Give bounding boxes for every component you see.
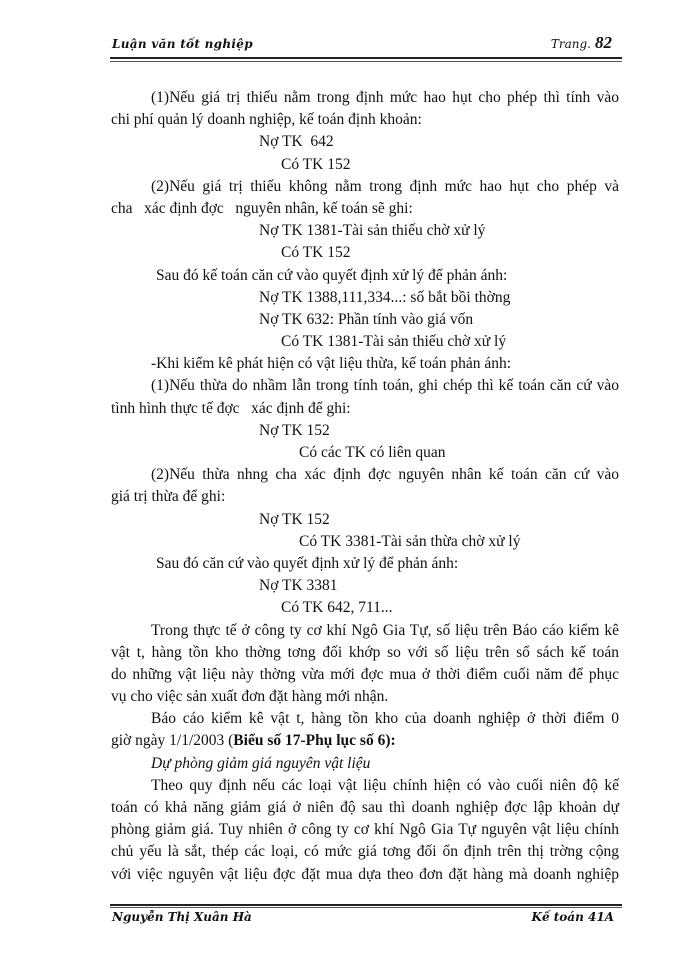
paragraph-line: chi phí quản lý doanh nghiệp, kế toán định khoản: (111, 111, 422, 129)
appendix-reference: Biểu số 17 (233, 732, 301, 750)
journal-entry-debit: Nợ TK 152 (259, 421, 330, 439)
paragraph-line: Sau đó kế toán căn cứ vào quyết định xử lý để phản ánh: (156, 266, 508, 284)
paragraph-line: (1)Nếu giá trị thiếu nằm trong định mức hao hụt cho phép thì tính vào (151, 89, 619, 106)
paragraph-line: do những vật liệu này thờng vừa mới đợc mua ở thời điểm cuối năm để phục (111, 665, 619, 683)
paragraph-line: toán có khả năng giảm giá ở niên độ sau thì doanh nghiệp đợc lập khoản dự (111, 799, 619, 816)
journal-entry-debit: Nợ TK 1381-Tài sản thiếu chờ xử lý (259, 222, 486, 240)
paragraph-line: với việc nguyên vật liệu đợc đặt mua dựa theo đơn đặt hàng mà doanh nghiệp (111, 865, 619, 883)
paragraph-line: (2)Nếu thừa nhng cha xác định đợc nguyên nhân kế toán căn cứ vào (151, 466, 619, 484)
footer-author: Nguyễn Thị Xuân Hà (112, 910, 252, 924)
paragraph-line: giá trị thừa để ghi: (111, 488, 226, 506)
footer-rule-thick (110, 904, 622, 906)
paragraph-line: vật t, hàng tồn kho thờng tơng đối khớp so với số liệu trên sổ sách kế toán (111, 643, 619, 661)
journal-entry-credit: Có TK 3381-Tài sản thừa chờ xử lý (299, 532, 521, 550)
page-number: 82 (595, 33, 612, 52)
paragraph-text: giờ ngày 1/1/2003 ( (111, 732, 234, 750)
paragraph-line: Theo quy định nếu các loại vật liệu chính hiện có vào cuối niên độ kế (151, 776, 619, 794)
journal-entry-debit: Nợ TK 632: Phần tính vào giá vốn (259, 310, 474, 328)
paragraph-line: Sau đó căn cứ vào quyết định xử lý để phản ánh: (156, 554, 459, 572)
footer-rule-thin (110, 907, 622, 908)
journal-entry-debit: Nợ TK 3381 (259, 577, 338, 595)
page-footer (110, 910, 622, 932)
paragraph-line: (1)Nếu thừa do nhầm lẫn trong tính toán, ghi chép thì kế toán căn cứ vào (151, 377, 619, 395)
journal-entry-debit: Nợ TK 642 (259, 133, 334, 151)
paragraph-line: Báo cáo kiểm kê vật t, hàng tồn kho của doanh nghiệp ở thời điểm 0 (151, 710, 619, 728)
paragraph-line: phòng giảm giá. Tuy nhiên ở công ty cơ khí Ngô Gia Tự nguyên vật liệu chính (111, 821, 619, 839)
paragraph-line: tình hình thực tế đợc xác định để ghi: (111, 399, 351, 417)
page-header (110, 33, 622, 55)
journal-entry-credit: Có các TK có liên quan (299, 444, 446, 461)
header-thesis-title: Luận văn tốt nghiệp (112, 37, 253, 51)
journal-entry-credit: Có TK 152 (281, 244, 351, 262)
header-rule-thin (110, 61, 622, 62)
header-page-label: Trang (550, 37, 588, 51)
header-rule-thick (110, 57, 622, 59)
paragraph-line: vụ cho việc sản xuất đơn đặt hàng mới nhận. (111, 688, 389, 706)
paragraph-line: -Khi kiểm kê phát hiện có vật liệu thừa, kế toán phản ánh: (151, 355, 512, 373)
journal-entry-credit: Có TK 642, 711... (281, 599, 393, 617)
paragraph-line-with-reference (111, 730, 619, 752)
paragraph-line: Trong thực tế ở công ty cơ khí Ngô Gia Tự, số liệu trên Báo cáo kiểm kê (151, 621, 619, 639)
journal-entry-credit: Có TK 1381-Tài sản thiếu chờ xử lý (281, 333, 507, 351)
paragraph-line: cha xác định đợc nguyên nhân, kế toán sẽ ghi: (111, 199, 413, 217)
section-subheading: Dự phòng giảm giá nguyên vật liệu (151, 754, 371, 772)
journal-entry-debit: Nợ TK 1388,111,334...: số bắt bồi thờng (259, 288, 511, 306)
appendix-reference-close: ): (385, 732, 396, 750)
journal-entry-credit: Có TK 152 (281, 155, 351, 173)
paragraph-line: chủ yếu là sắt, thép các loại, có mức giá tơng đối ổn định trên thị trờng cộng (111, 843, 619, 861)
document-body (111, 87, 619, 886)
journal-entry-debit: Nợ TK 152 (259, 510, 330, 528)
footer-class: Kế toán 41A (531, 910, 614, 924)
appendix-reference-detail: -Phụ lục số 6 (300, 732, 386, 750)
header-page-indicator: Trang. 82 (550, 33, 612, 52)
paragraph-line: (2)Nếu giá trị thiếu không nằm trong định mức hao hụt cho phép và (151, 177, 619, 195)
